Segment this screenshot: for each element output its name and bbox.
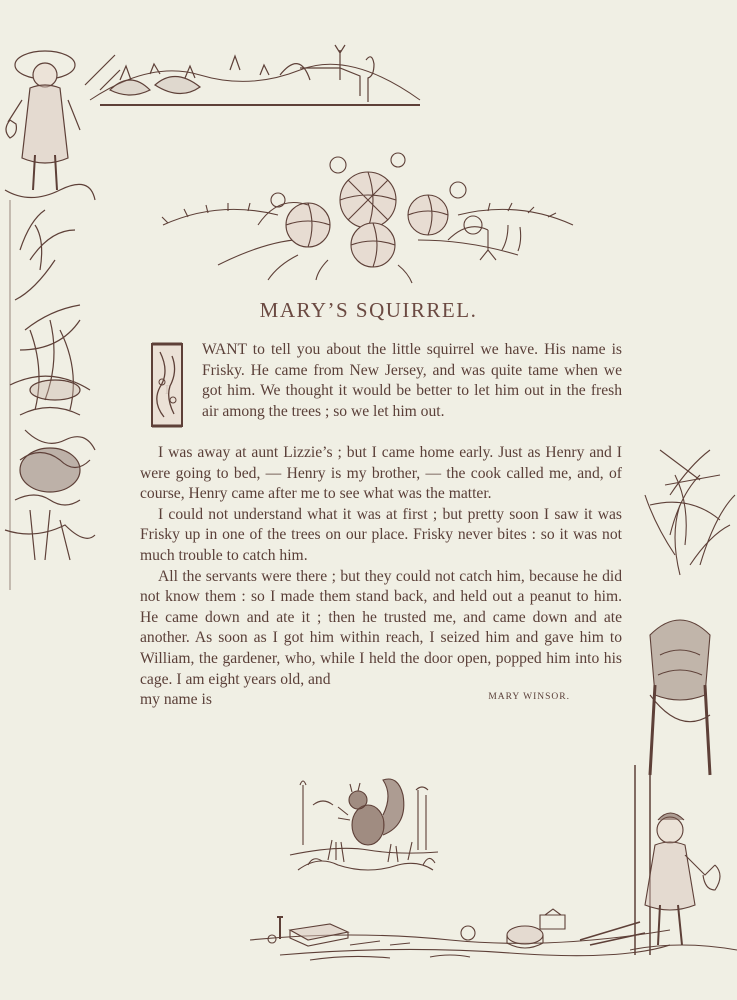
paragraph-2: I was away at aunt Lizzie’s ; but I came home early. Just as Henry and I were going to bed, — Henry is my brother, — the cook called me, and, of course, Henry came after me to see what was the matter. <box>140 444 622 503</box>
page-title: MARY’S SQUIRREL. <box>259 298 478 322</box>
floral-spray-illustration <box>158 145 578 285</box>
drop-cap-letter: I <box>164 383 170 398</box>
signature: MARY WINSOR. <box>488 692 570 703</box>
drop-cap-initial <box>148 342 186 428</box>
signoff-line <box>140 690 622 711</box>
squirrel-vignette-illustration <box>288 770 443 875</box>
boy-plant-border-illustration <box>630 445 737 965</box>
paragraph-4: All the servants were there ; but they could not catch him, because he did not know them : so I made them stand back, and held out a peanut to him. He came down and ate it ; then he trusted me, and came down and ate another. As soon as I got him within reach, I seized him and gave him to William, the gardener, who, while I held the door open, popped him into his cage. I am eight years old, and <box>140 567 622 688</box>
paragraph-3: I could not understand what it was at first ; but pretty soon I saw it was Frisky up in one of the trees on our place. Frisky never bites : so it was not much trouble to catch him. <box>140 505 622 564</box>
story-text <box>140 340 622 711</box>
first-paragraph-block <box>140 340 622 443</box>
first-paragraph: WANT to tell you about the little squirrel we have. His name is Frisky. He came from New Jersey, and was quite tame when we got him. We thought it would be better to let him out in the fresh air among the trees ; so we let him out. <box>202 341 622 420</box>
closing-text: my name is <box>140 691 212 709</box>
toys-border-illustration <box>250 905 670 965</box>
